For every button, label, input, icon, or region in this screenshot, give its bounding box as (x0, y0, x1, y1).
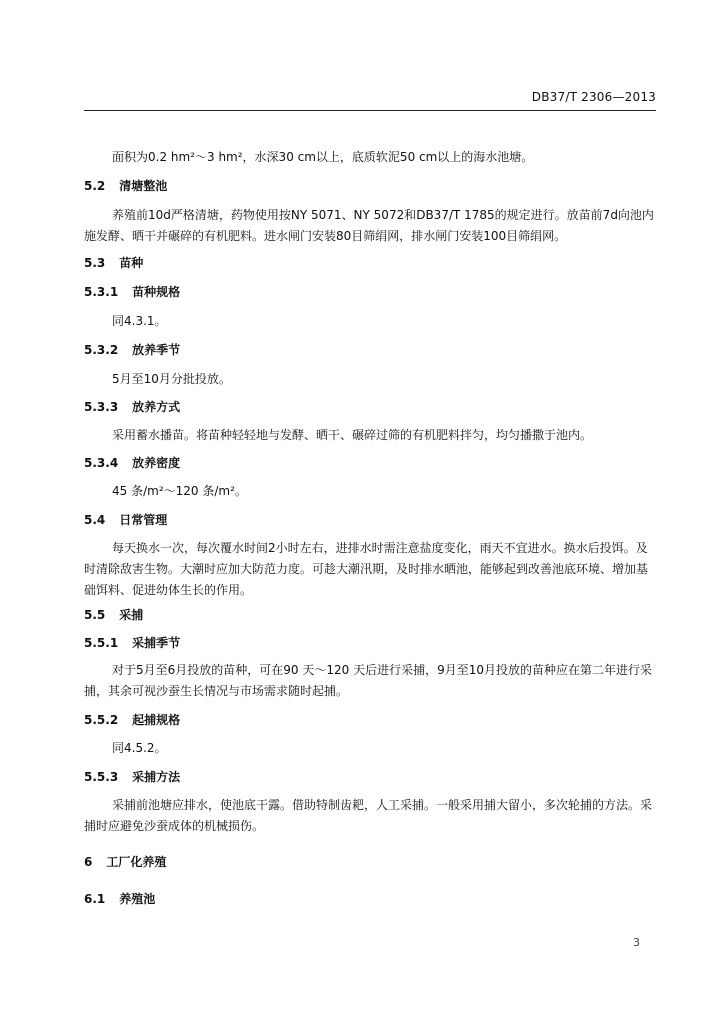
section-heading-5-3-2 (84, 340, 656, 361)
section-title: 放养密度 (132, 456, 181, 470)
section-heading-5-3-3 (84, 397, 656, 418)
section-number: 6.1 (84, 892, 106, 906)
section-heading-5-4 (84, 510, 656, 531)
section-heading-5-5-3 (84, 767, 656, 788)
section-number: 5.5.2 (84, 713, 119, 727)
section-number: 5.3.3 (84, 400, 119, 414)
standard-code: DB37/T 2306—2013 (531, 90, 656, 104)
section-heading-5-5 (84, 605, 656, 626)
section-number: 6 (84, 855, 93, 869)
section-title: 采捕方法 (132, 770, 181, 784)
paragraph-stocking-season: 5月至10月分批投放。 (112, 372, 231, 386)
paragraph-daily-management: 每天换水一次，每次覆水时间2小时左右，进排水时需注意盐度变化，雨天不宜进水。换水后投饵。及时清除敌害生物。大潮时应加大防范力度。可趁大潮汛期，及时排水晒池，能够起到改善池底环境、增加基础饵料、促进幼体生长的作用。 (84, 541, 649, 597)
section-number: 5.3.2 (84, 343, 119, 357)
section-heading-5-2 (84, 176, 656, 197)
paragraph-pond-area: 面积为0.2 hm²～3 hm²，水深30 cm以上，底质软泥50 cm以上的海水池塘。 (112, 150, 534, 164)
section-heading-6 (84, 852, 656, 873)
section-title: 清塘整池 (119, 179, 168, 193)
section-heading-5-5-2 (84, 710, 656, 731)
header-divider (84, 110, 656, 111)
section-number: 5.2 (84, 179, 106, 193)
page-number: 3 (633, 936, 640, 949)
section-title: 放养方式 (132, 400, 181, 414)
section-number: 5.5 (84, 608, 106, 622)
section-number: 5.4 (84, 513, 106, 527)
section-number: 5.3.1 (84, 285, 119, 299)
section-title: 采捕季节 (132, 636, 181, 650)
section-number: 5.3.4 (84, 456, 119, 470)
section-title: 工厂化养殖 (106, 855, 167, 869)
section-number: 5.5.1 (84, 636, 119, 650)
paragraph-harvest-spec: 同4.5.2。 (112, 741, 167, 755)
section-heading-6-1 (84, 889, 656, 910)
section-heading-5-3-1 (84, 282, 656, 303)
section-title: 日常管理 (119, 513, 168, 527)
section-number: 5.5.3 (84, 770, 119, 784)
section-heading-5-3-4 (84, 453, 656, 474)
paragraph-harvest-season: 对于5月至6月投放的苗种，可在90 天～120 天后进行采捕，9月至10月投放的苗种应在第二年进行采捕，其余可视沙蚕生长情况与市场需求随时起捕。 (84, 663, 652, 698)
paragraph-harvest-method: 采捕前池塘应排水，使池底干露。借助特制齿耙，人工采捕。一般采用捕大留小，多次轮捕的方法。采捕时应避免沙蚕成体的机械损伤。 (84, 798, 653, 833)
section-title: 苗种 (119, 256, 144, 270)
paragraph-stocking-density: 45 条/m²～120 条/m²。 (112, 484, 247, 498)
section-title: 采捕 (119, 608, 144, 622)
paragraph-seed-spec: 同4.3.1。 (112, 314, 167, 328)
paragraph-stocking-method: 采用蓄水播苗。将苗种轻轻地与发酵、晒干、碾碎过筛的有机肥料拌匀，均匀播撒于池内。 (112, 428, 593, 442)
paragraph-pond-cleaning: 养殖前10d严格清塘，药物使用按NY 5071、NY 5072和DB37/T 1785的规定进行。放苗前7d向池内施发酵、晒干并碾碎的有机肥料。进水闸门安装80目筛绢网，排水闸门安装100目筛绢网。 (84, 208, 654, 243)
section-title: 放养季节 (132, 343, 181, 357)
section-title: 起捕规格 (132, 713, 181, 727)
section-heading-5-3 (84, 253, 656, 274)
section-title: 养殖池 (119, 892, 156, 906)
section-title: 苗种规格 (132, 285, 181, 299)
section-heading-5-5-1 (84, 633, 656, 654)
section-number: 5.3 (84, 256, 106, 270)
